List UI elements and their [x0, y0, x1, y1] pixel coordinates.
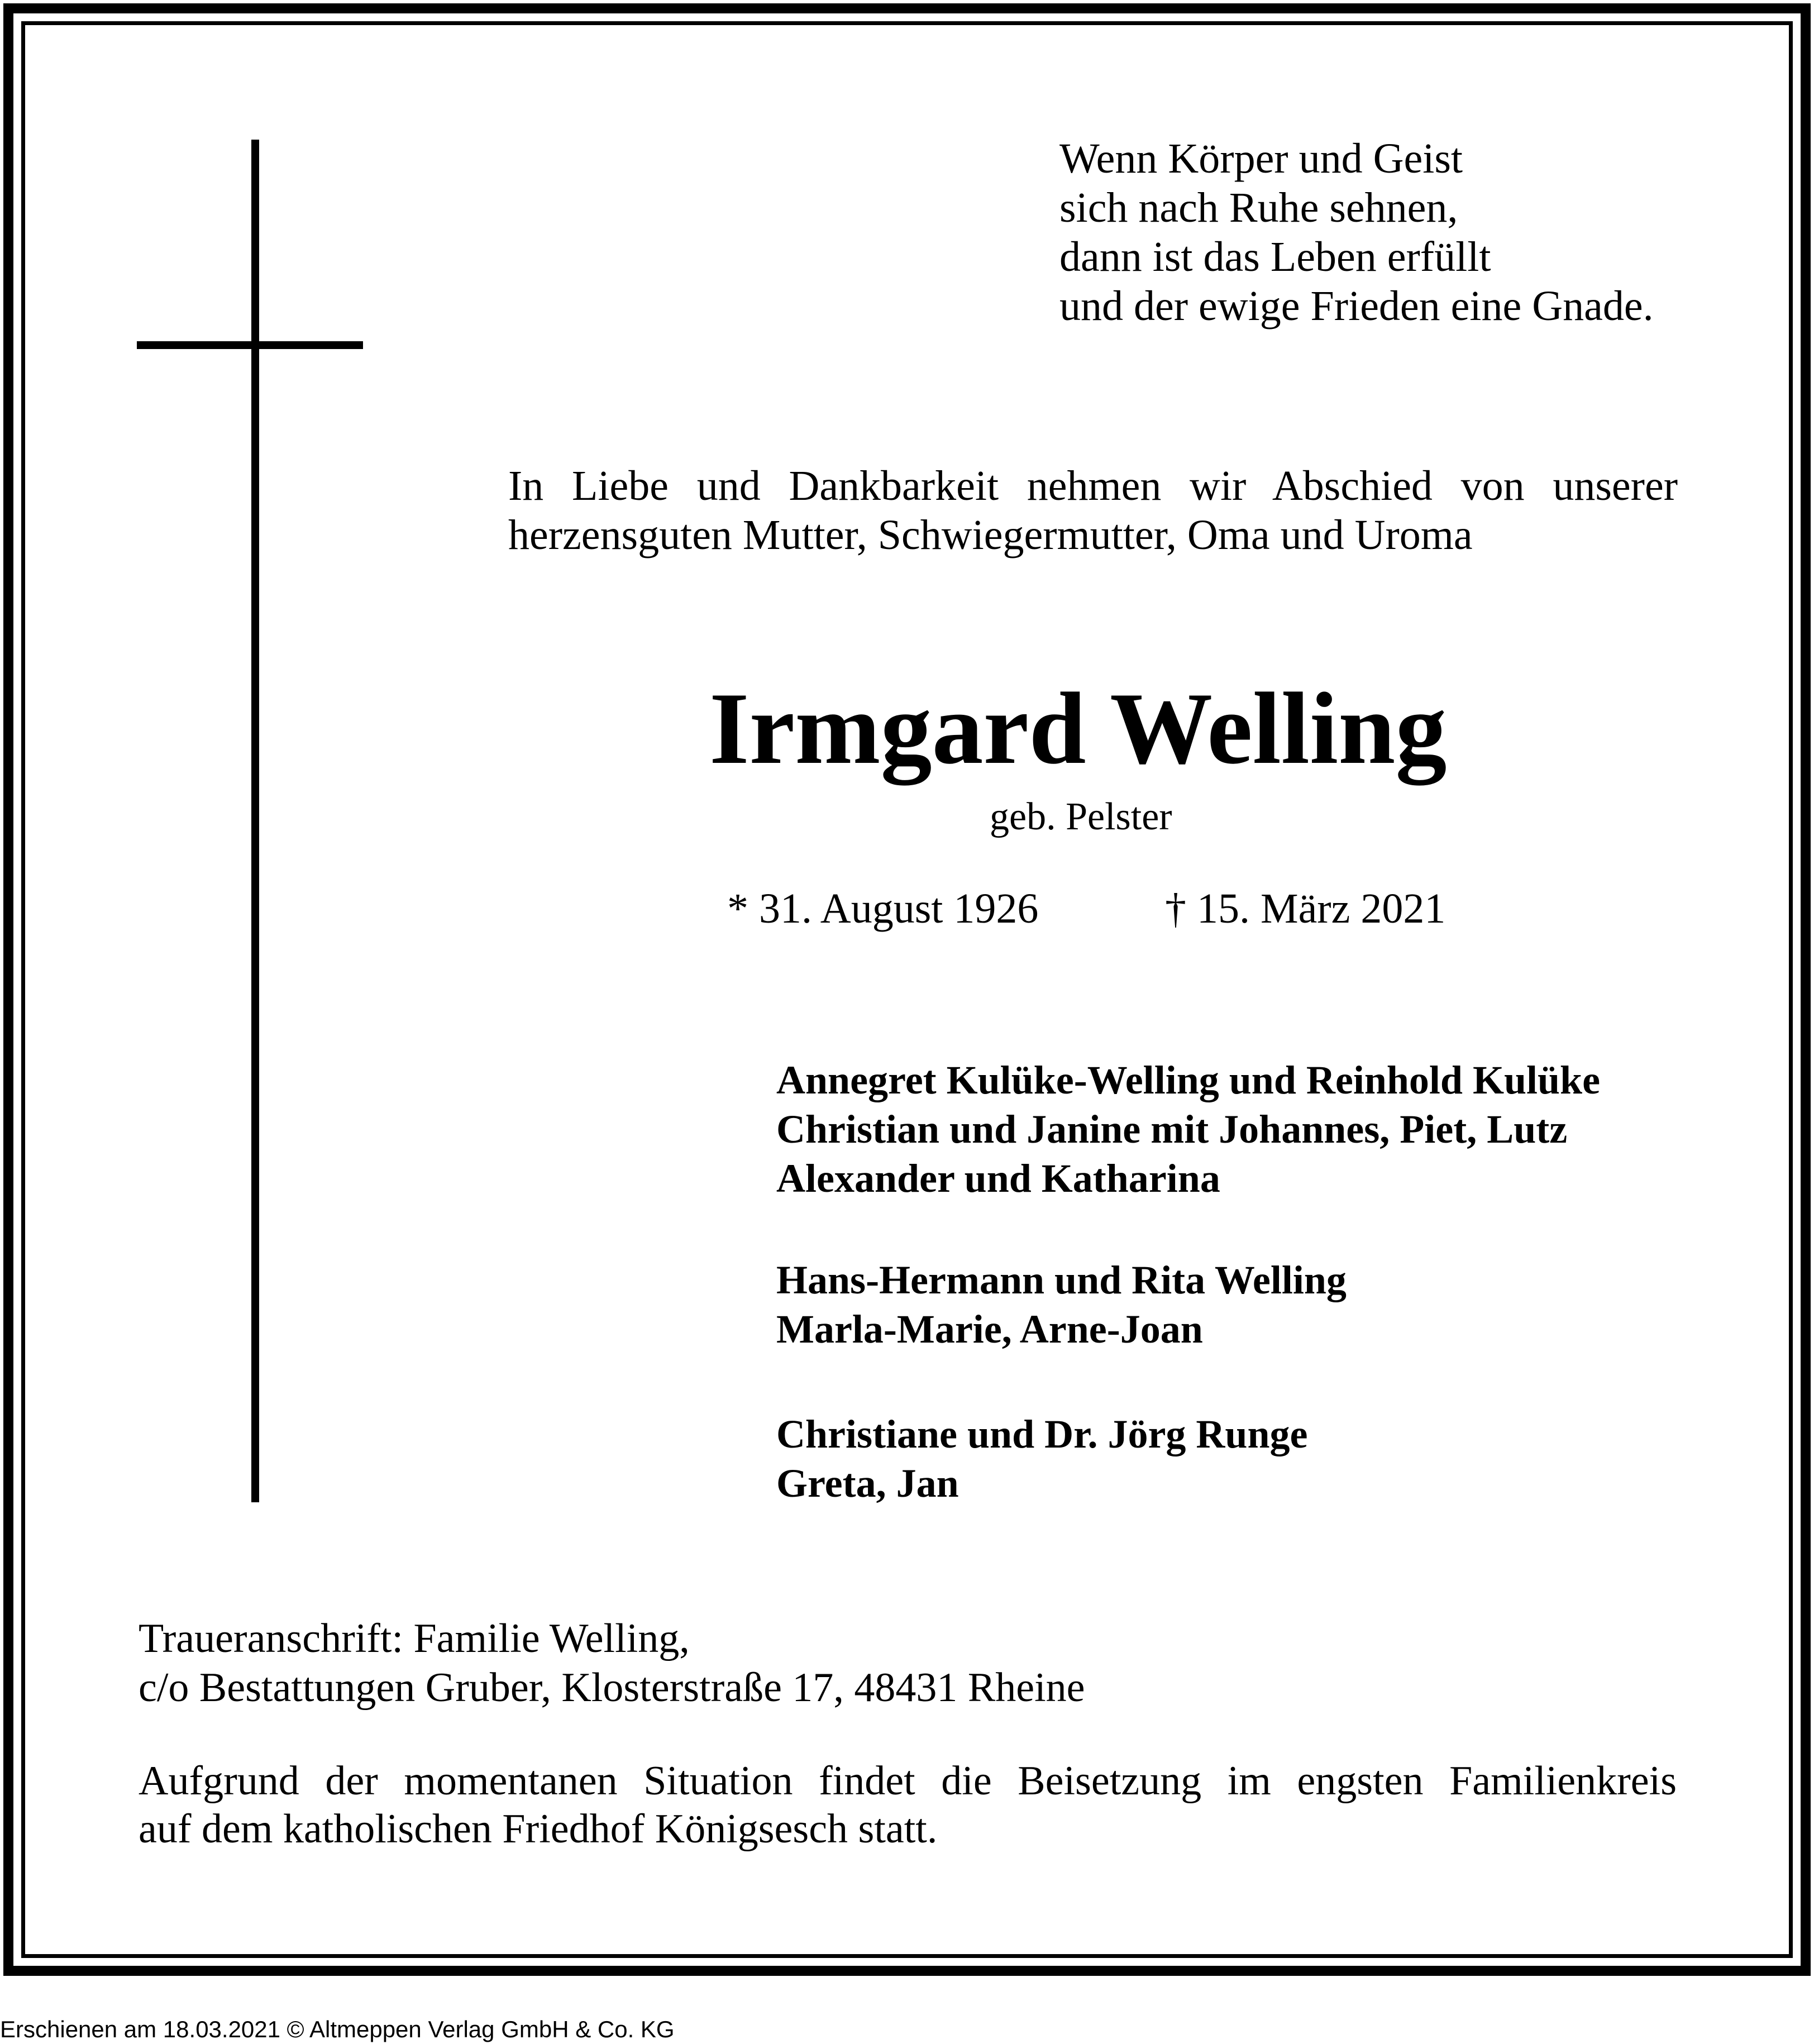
poem — [1059, 134, 1654, 331]
birth-date: * 31. August 1926 — [727, 885, 1039, 932]
family-line: Hans-Hermann und Rita Welling — [776, 1258, 1347, 1302]
family-line: Marla-Marie, Arne-Joan — [776, 1307, 1203, 1351]
notice-line: auf dem katholischen Friedhof Königsesch statt. — [139, 1806, 938, 1852]
family-group-2 — [776, 1255, 1347, 1354]
notice-line: Aufgrund der momentanen Situation findet die Beisetzung im engsten Familienkreis — [139, 1758, 1677, 1804]
family-line: Christian und Janine mit Johannes, Piet, Lutz — [776, 1107, 1568, 1152]
mourning-address — [139, 1614, 1085, 1712]
family-line: Christiane und Dr. Jörg Runge — [776, 1412, 1308, 1456]
maiden-name: geb. Pelster — [990, 795, 1172, 838]
farewell-intro — [508, 461, 1678, 560]
poem-line: sich nach Ruhe sehnen, — [1059, 184, 1458, 231]
family-line: Greta, Jan — [776, 1461, 959, 1506]
poem-line: dann ist das Leben erfüllt — [1059, 233, 1491, 280]
family-group-3 — [776, 1410, 1307, 1508]
cross-horizontal-bar — [137, 341, 363, 349]
publication-footer: Erschienen am 18.03.2021 © Altmeppen Verlag GmbH & Co. KG — [0, 2016, 675, 2042]
death-date: † 15. März 2021 — [1165, 885, 1446, 932]
intro-line: herzensguten Mutter, Schwiegermutter, Oma und Uroma — [508, 512, 1473, 558]
family-line: Annegret Kulüke-Welling und Reinhold Kulüke — [776, 1058, 1601, 1102]
burial-notice — [139, 1757, 1677, 1853]
family-line: Alexander und Katharina — [776, 1156, 1220, 1201]
poem-line: Wenn Körper und Geist — [1059, 135, 1463, 182]
poem-line: und der ewige Frieden eine Gnade. — [1059, 283, 1654, 329]
deceased-name: Irmgard Welling — [709, 671, 1447, 785]
family-group-1 — [776, 1056, 1600, 1203]
intro-line: In Liebe und Dankbarkeit nehmen wir Abschied von unserer — [508, 462, 1678, 509]
address-line: Traueranschrift: Familie Welling, — [139, 1616, 690, 1661]
address-line: c/o Bestattungen Gruber, Klosterstraße 17, 48431 Rheine — [139, 1665, 1085, 1711]
